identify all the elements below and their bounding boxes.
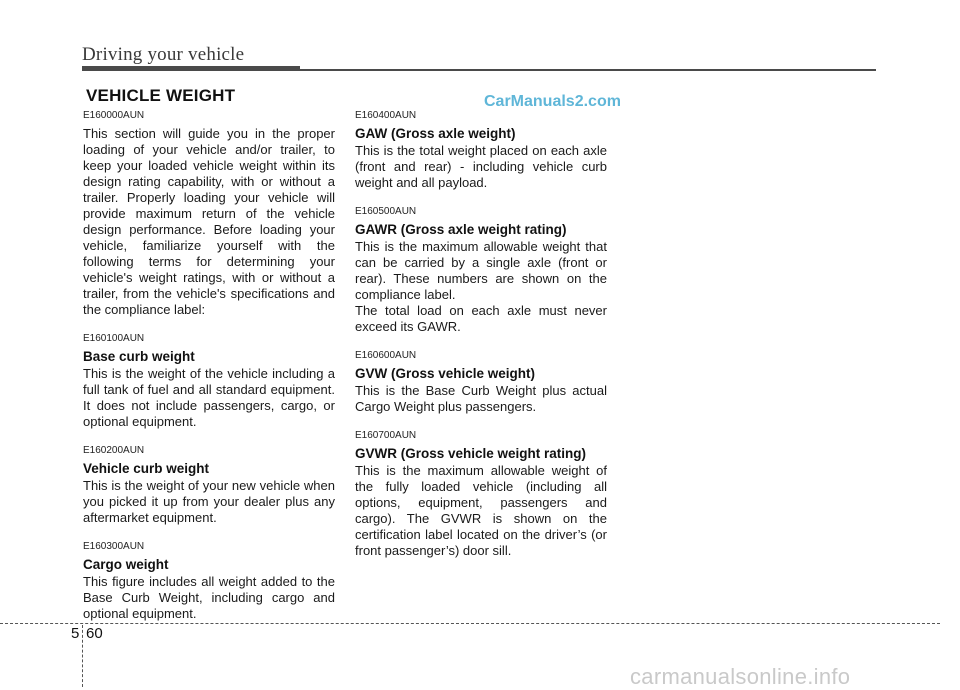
paragraph: This is the maximum allowable weight that can be carried by a single axle (front or rear). These numbers are shown on the compliance label. The total load on each axle must never exceed its GAWR. [355,239,607,334]
section-code: E160700AUN [355,430,417,441]
vehicle-curb-weight-block [83,445,335,526]
paragraph: This is the weight of the vehicle including a full tank of fuel and all standard equipment. It does not include passengers, cargo, or optional equipment. [83,366,335,429]
chapter-title: Driving your vehicle [82,44,245,65]
term-heading: GVWR (Gross vehicle weight rating) [355,446,587,461]
term-heading: Base curb weight [83,349,195,364]
section-code: E160000AUN [83,110,145,121]
watermark-bottom: carmanualsonline.info [630,664,851,689]
section-code: E160400AUN [355,110,417,121]
section-code: E160100AUN [83,333,145,344]
term-heading: Vehicle curb weight [83,461,210,476]
header-bar [82,66,300,71]
section-number: 5 [71,625,80,642]
gvw-block [355,350,607,415]
intro-block [83,110,335,318]
gawr-block [355,206,607,335]
watermark-top: CarManuals2.com [484,93,621,110]
paragraph: This is the weight of your new vehicle when you picked it up from your dealer plus any aftermarket equipment. [83,478,335,525]
gvwr-block [355,430,607,559]
cargo-weight-block [83,541,335,622]
section-title: VEHICLE WEIGHT [86,86,236,105]
gaw-block [355,110,607,191]
footer-divider [0,623,940,624]
paragraph: This is the Base Curb Weight plus actual Cargo Weight plus passengers. [355,383,607,414]
left-column [83,110,335,637]
term-heading: Cargo weight [83,557,169,572]
section-code: E160600AUN [355,350,417,361]
paragraph: This is the total weight placed on each axle (front and rear) - including vehicle curb weight and all payload. [355,143,607,190]
header-rule [300,69,876,71]
section-code: E160300AUN [83,541,145,552]
term-heading: GAWR (Gross axle weight rating) [355,222,567,237]
paragraph: This figure includes all weight added to the Base Curb Weight, including cargo and optional equipment. [83,574,335,621]
right-column [355,110,607,574]
base-curb-weight-block [83,333,335,430]
term-heading: GVW (Gross vehicle weight) [355,366,536,381]
page-number: 60 [86,625,103,642]
paragraph: This is the maximum allowable weight of the fully loaded vehicle (including all options, equipment, passengers and cargo). The GVWR is shown on the certification label located on the driver’s (or front passenger’s) door sill. [355,463,607,558]
paragraph: This section will guide you in the proper loading of your vehicle and/or trailer, to keep your loaded vehicle weight within its design rating capability, with or without a trailer. Properly loading your vehicle will provide maximum return of the vehicle design performance. Before loading your vehicle, familiarize yourself with the following terms for determining your vehicle's weight ratings, with or without a trailer, from the vehicle's specifications and the compliance label: [83,126,335,317]
section-code: E160200AUN [83,445,145,456]
term-heading: GAW (Gross axle weight) [355,126,516,141]
section-code: E160500AUN [355,206,417,217]
footer-vertical-divider [82,625,83,687]
